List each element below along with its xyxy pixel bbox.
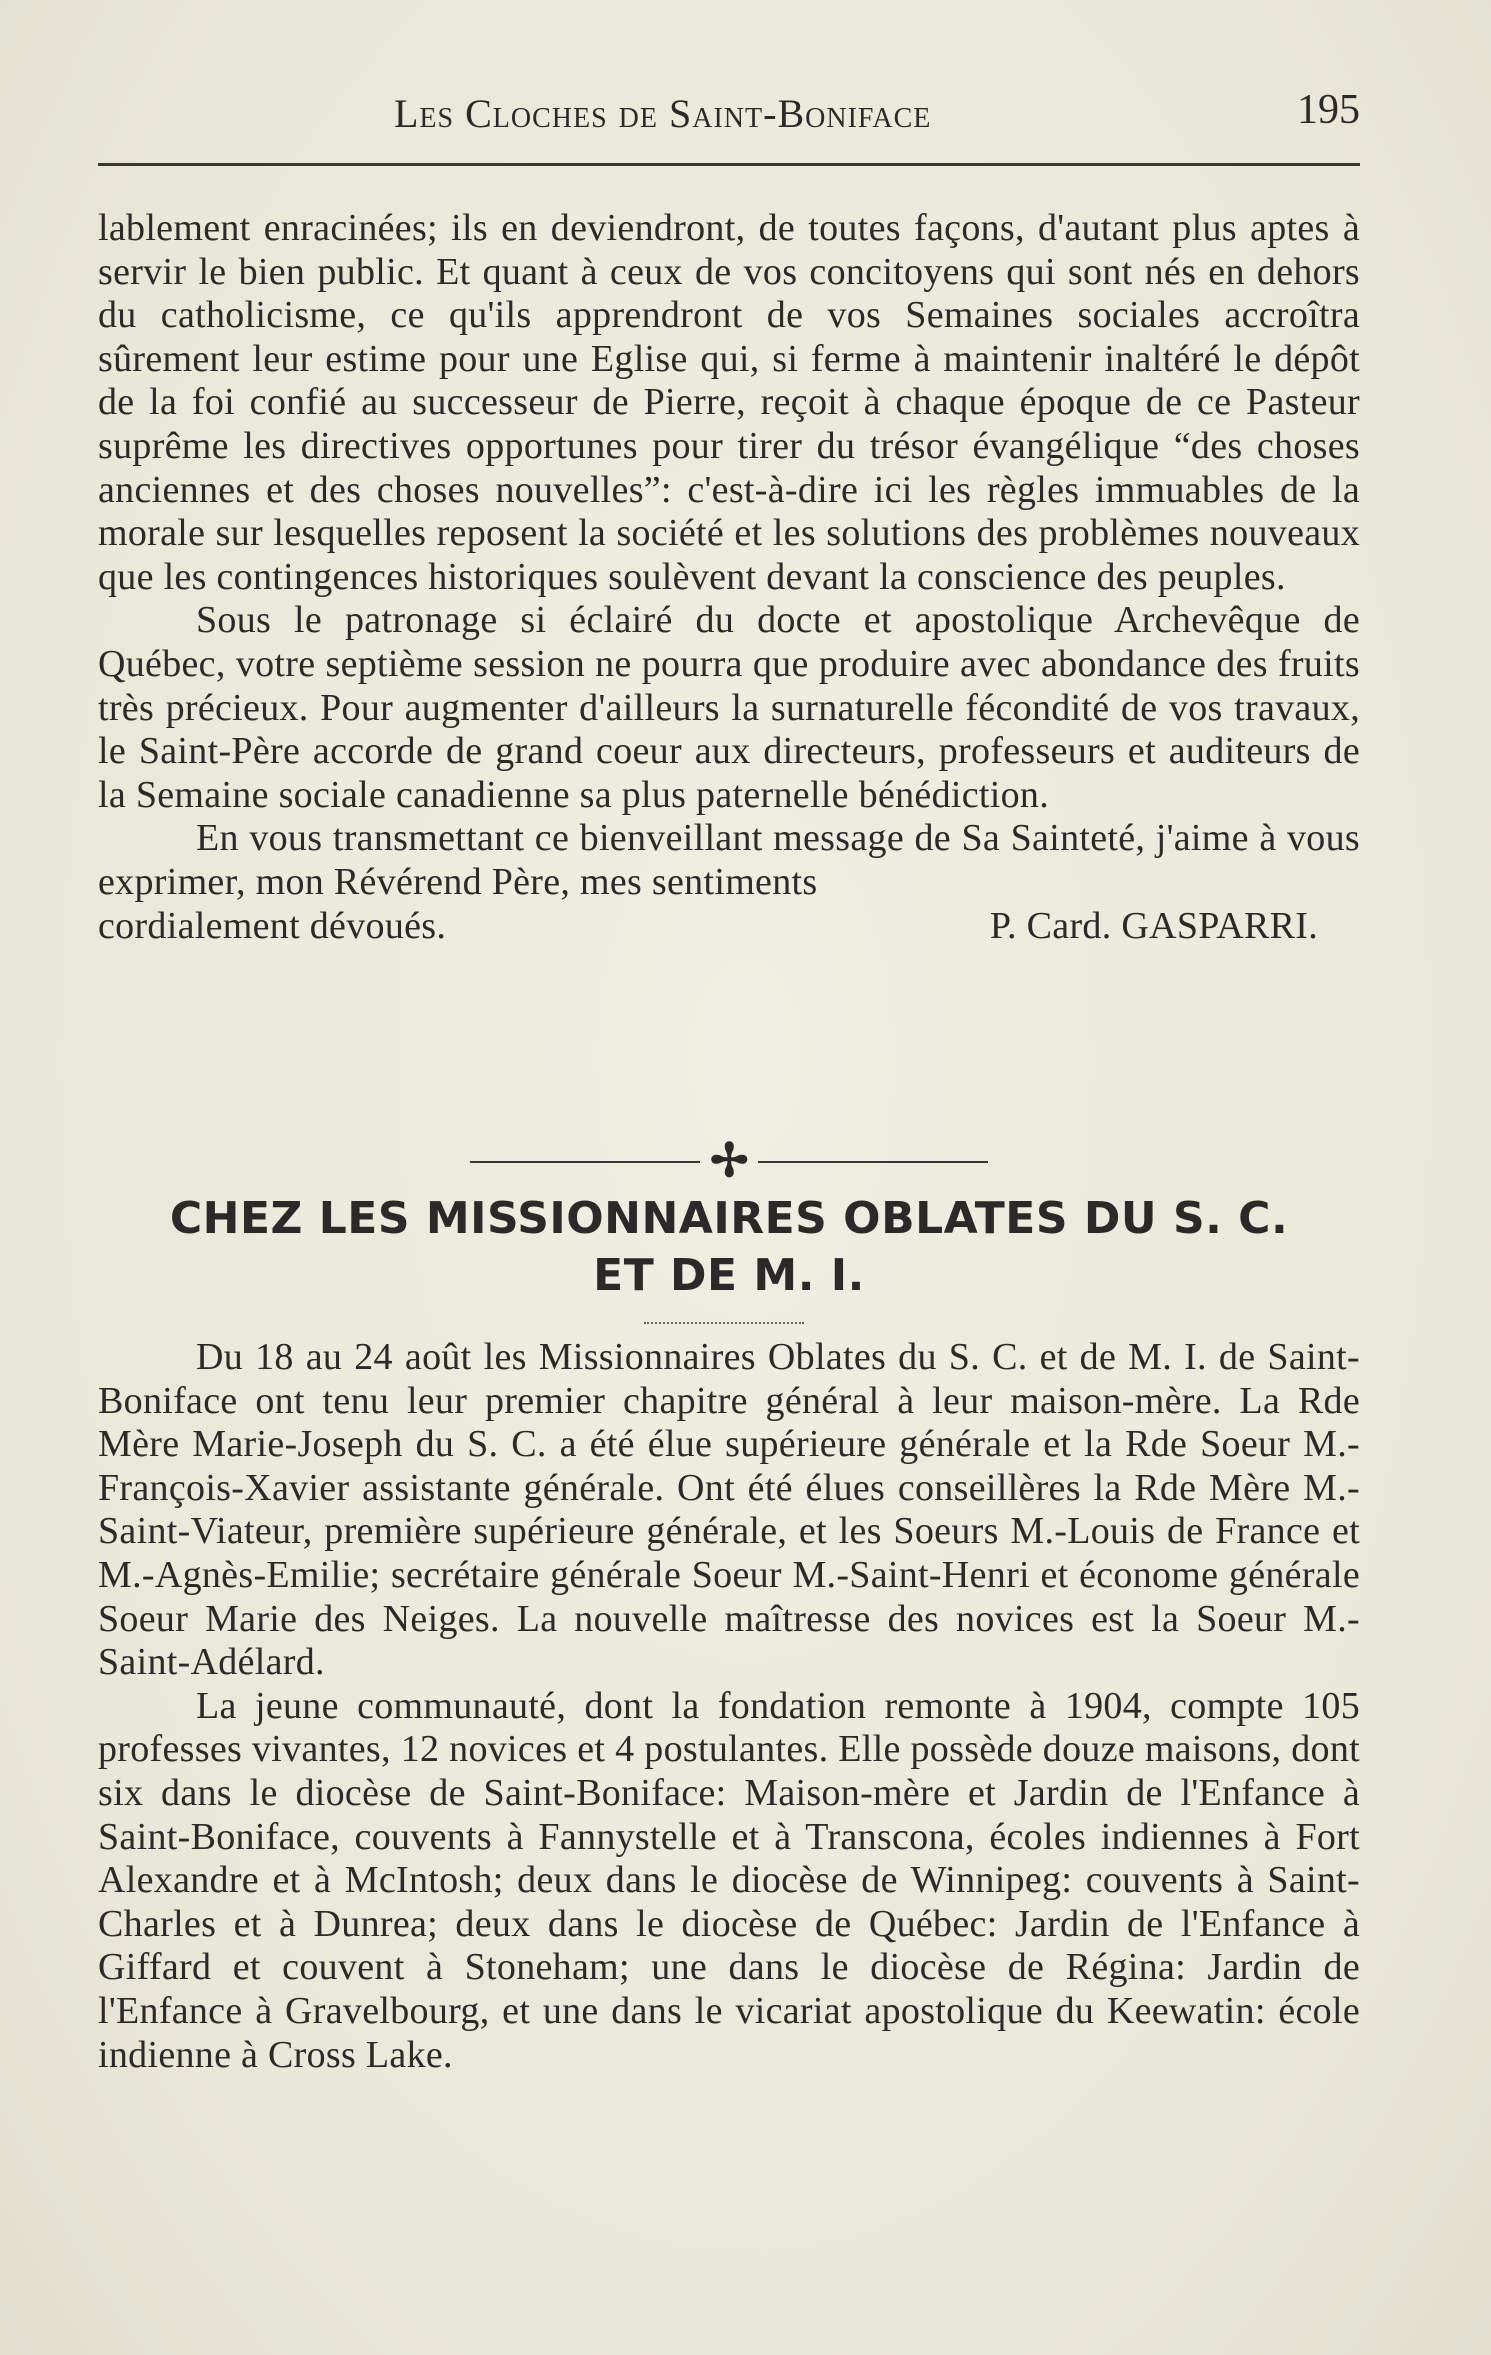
- letter-closing: cordialement dévoués.: [98, 904, 447, 947]
- title-underline: [644, 1322, 804, 1324]
- letter-paragraph: Sous le patronage si éclairé du docte et apostolique Archevêque de Québec, votre septième session ne pourra que produire avec abondance des fruits très précieux. Pour augmenter d'ailleurs la surnaturelle fécondité de vos travaux, le Saint-Père accorde de grand coeur aux directeurs, professeurs et auditeurs de la Semaine sociale canadienne sa plus paternelle bénédiction.: [98, 599, 1360, 816]
- letter-signature: [990, 905, 1360, 949]
- header-rule: [98, 163, 1360, 166]
- article-paragraph: La jeune communauté, dont la fondation remonte à 1904, compte 105 professes vivantes, 12 novices et 4 postulantes. Elle possède douze maisons, dont six dans le diocèse de Saint-Boniface: Maison-mère et Jardin de l'Enfance à Saint-Boniface, couvents à Fannystelle et à Transcona, écoles indiennes à Fort Alexandre et à McIntosh; deux dans le diocèse de Winnipeg: couvents à Saint-Charles et à Dunrea; deux dans le diocèse de Québec: Jardin de l'Enfance à Giffard et couvent à Stoneham; une dans le diocèse de Régina: Jardin de l'Enfance à Gravelbourg, et une dans le vicariat apostolique du Keewatin: école indienne à Cross Lake.: [98, 1684, 1360, 2076]
- page-number: 195: [1297, 87, 1360, 133]
- letter-signoff: [98, 905, 1360, 949]
- article-body: [98, 1336, 1360, 2077]
- cross-ornament-icon: ✢: [710, 1135, 749, 1186]
- article-title: [98, 1190, 1360, 1304]
- divider-line-left: [470, 1161, 700, 1163]
- letter-paragraph: En vous transmettant ce bienveillant message de Sa Sainteté, j'aime à vous exprimer, mon Révérend Père, mes sentiments: [98, 817, 1360, 903]
- article-title-line: ET DE M. I.: [593, 1250, 865, 1301]
- running-title: Les Cloches de Saint-Boniface: [394, 91, 932, 136]
- divider-line-right: [758, 1161, 988, 1163]
- signature-name: GASPARRI.: [1121, 904, 1318, 947]
- section-divider: [470, 1135, 988, 1186]
- letter-paragraph: lablement enracinées; ils en deviendront, de toutes façons, d'autant plus aptes à servir le bien public. Et quant à ceux de vos concitoyens qui sont nés en dehors du catholicisme, ce qu'ils apprendront de vos Semaines sociales accroîtra sûrement leur estime pour une Eglise qui, si ferme à maintenir inaltéré le dépôt de la foi confié au successeur de Pierre, reçoit à chaque époque de ce Pasteur suprême les directives opportunes pour tirer du trésor évangélique “des choses anciennes et des choses nouvelles”: c'est-à-dire ici les règles immuables de la morale sur lesquelles reposent la société et les solutions des problèmes nouveaux que les contingences historiques soulèvent devant la conscience des peuples.: [98, 207, 1360, 598]
- letter-body: [98, 207, 1360, 948]
- article-paragraph: Du 18 au 24 août les Missionnaires Oblates du S. C. et de M. I. de Saint-Boniface ont tenu leur premier chapitre général à leur maison-mère. La Rde Mère Marie-Joseph du S. C. a été élue supérieure générale et la Rde Soeur M.-François-Xavier assistante générale. Ont été élues conseillères la Rde Mère M.-Saint-Viateur, première supérieure générale, et les Soeurs M.-Louis de France et M.-Agnès-Emilie; secrétaire générale Soeur M.-Saint-Henri et économe générale Soeur Marie des Neiges. La nouvelle maîtresse des novices est la Soeur M.-Saint-Adélard.: [98, 1336, 1360, 1684]
- page-header: [98, 82, 1360, 138]
- signature-prefix: P. Card.: [989, 904, 1112, 947]
- article-title-line: CHEZ LES MISSIONNAIRES OBLATES DU S. C.: [169, 1193, 1289, 1244]
